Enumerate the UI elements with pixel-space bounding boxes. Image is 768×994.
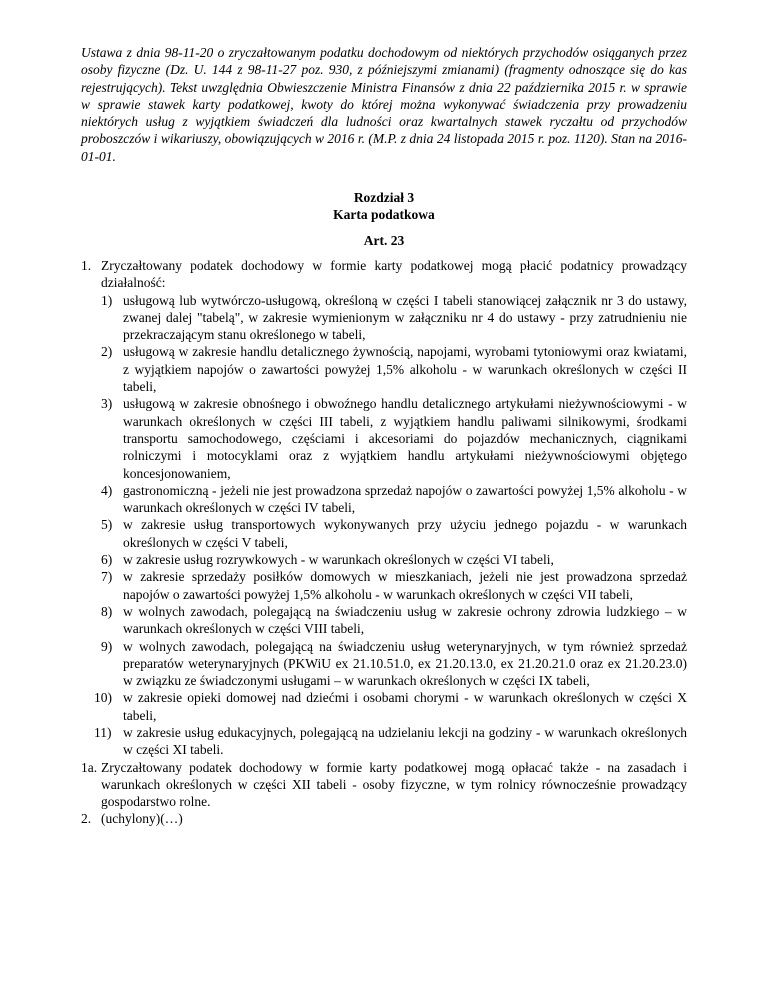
paragraph-item <box>81 759 687 811</box>
paragraph-number: 1a. <box>81 759 98 775</box>
point-text: w wolnych zawodach, polegającą na świadczeniu usług w zakresie ochrony zdrowia ludzkiego – w warunkach określonych w części VIII tabeli, <box>123 603 687 637</box>
point-number: 5) <box>101 517 113 533</box>
point-text: usługową lub wytwórczo-usługową, określoną w części I tabeli stanowiącej załącznik nr 3 do ustawy, zwanej dalej "tabelą", w zakresie wymienionym w załączniku nr 4 do ustawy - przy zatrudnieniu nie przekraczającym stanu określonego w tabeli, <box>123 292 687 343</box>
list-item <box>81 568 687 603</box>
list-item <box>81 724 687 759</box>
paragraph-number: 2. <box>81 811 92 827</box>
list-item <box>81 516 687 551</box>
chapter-heading <box>81 189 687 224</box>
chapter-number: Rozdział 3 <box>353 190 415 206</box>
point-text: usługową w zakresie handlu detalicznego żywnością, napojami, wyrobami tytoniowymi oraz kwiatami, z wyjątkiem napojów o zawartości powyżej 1,5% alkoholu - w warunkach określonych w części II tabeli, <box>123 344 687 395</box>
paragraph-item <box>81 257 687 292</box>
paragraph-text: Zryczałtowany podatek dochodowy w formie karty podatkowej mogą płacić podatnicy prowadzący działalność: <box>101 257 687 291</box>
list-item <box>81 395 687 481</box>
list-item <box>81 551 687 568</box>
point-text: w zakresie usług transportowych wykonywanych przy użyciu jednego pojazdu - w warunkach określonych w części V tabeli, <box>123 517 687 550</box>
point-number: 7) <box>101 569 113 585</box>
chapter-title: Karta podatkowa <box>333 207 435 223</box>
paragraph-item <box>81 810 687 827</box>
list-item <box>81 343 687 395</box>
point-text: w zakresie sprzedaży posiłków domowych w mieszkaniach, jeżeli nie jest prowadzona sprzedaż napojów o zawartości powyżej 1,5% alkoholu - w warunkach określonych w części VII tabeli, <box>123 569 687 602</box>
point-number: 8) <box>101 603 113 619</box>
point-list <box>81 292 687 759</box>
article-label: Art. 23 <box>363 232 405 248</box>
list-item <box>81 292 687 344</box>
point-number: 4) <box>101 482 113 498</box>
document-header-note: Ustawa z dnia 98-11-20 o zryczałtowanym podatku dochodowym od niektórych przychodów osiąganych przez osoby fizyczne (Dz. U. 144 z 98-11-27 poz. 930, z późniejszymi zmianami) (fragmenty odnoszące się do kas rejestrujących). Tekst uwzględnia Obwieszczenie Ministra Finansów z dnia 22 października 2015 r. w sprawie w sprawie stawek karty podatkowej, kwoty do której można wykonywać świadczenia przy prowadzeniu niektórych usług z wyjątkiem świadczeń dla ludności oraz kwartalnych stawek ryczałtu od przychodów proboszczów i wikariuszy, obowiązujących w 2016 r. (M.P. z dnia 24 listopada 2015 r. poz. 1120). Stan na 2016-01-01. <box>81 45 687 164</box>
point-number: 10) <box>94 690 112 706</box>
point-text: w wolnych zawodach, polegającą na świadczeniu usług weterynaryjnych, w tym również sprzedaż preparatów weterynaryjnych (PKWiU ex 21.10.51.0, ex 21.20.13.0, ex 21.20.21.0 oraz ex 21.20.23.0) w związku ze świadczonymi usługami – w warunkach określonych w części IX tabeli, <box>123 638 687 689</box>
point-text: gastronomiczną - jeżeli nie jest prowadzona sprzedaż napojów o zawartości powyżej 1,5% alkoholu - w warunkach określonych w części IV tabeli, <box>123 482 687 516</box>
paragraph-text: Zryczałtowany podatek dochodowy w formie karty podatkowej mogą opłacać także - na zasadach i warunkach określonych w części XII tabeli - osoby fizyczne, w tym rolnicy równocześnie prowadzący gospodarstwo rolne. <box>101 759 687 810</box>
point-number: 1) <box>101 292 113 308</box>
point-text: w zakresie opieki domowej nad dziećmi i osobami chorymi - w warunkach określonych w części X tabeli, <box>123 690 687 723</box>
point-text: w zakresie usług edukacyjnych, polegającą na udzielaniu lekcji na godziny - w warunkach określonych w części XI tabeli. <box>123 724 687 758</box>
article-content <box>81 257 687 828</box>
point-number: 11) <box>94 724 112 740</box>
point-number: 2) <box>101 344 113 360</box>
list-item <box>81 689 687 724</box>
list-item <box>81 603 687 638</box>
list-item <box>81 638 687 690</box>
point-text: w zakresie usług rozrywkowych - w warunkach określonych w części VI tabeli, <box>123 552 554 568</box>
point-number: 6) <box>101 552 113 568</box>
paragraph-number: 1. <box>81 257 92 273</box>
list-item <box>81 482 687 517</box>
point-number: 3) <box>101 396 113 412</box>
document-page <box>81 44 687 828</box>
point-text: usługową w zakresie obnośnego i obwoźnego handlu detalicznego artykułami nieżywnościowymi - w warunkach określonych w części III tabeli, z wyjątkiem handlu paliwami silnikowymi, środkami transportu samochodowego, częściami i akcesoriami do pojazdów mechanicznych, ciągnikami rolniczymi i motocyklami oraz z wyjątkiem handlu artykułami nieżywnościowymi objętego koncesjonowaniem, <box>123 396 687 481</box>
paragraph-text: (uchylony)(…) <box>101 811 183 827</box>
point-number: 9) <box>101 638 113 654</box>
